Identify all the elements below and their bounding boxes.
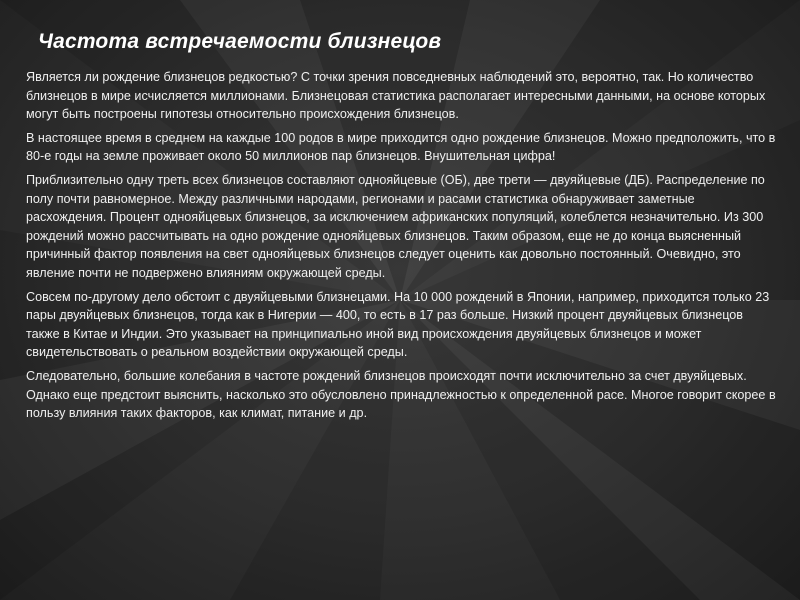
slide-title: Частота встречаемости близнецов [38, 30, 442, 53]
paragraph: В настоящее время в среднем на каждые 100 родов в мире приходится одно рождение близнецов. Можно предположить, что в 80-е годы на земле проживает около 50 миллионов пар близнецов. Внушительная цифра! [26, 130, 776, 164]
paragraph: Совсем по-другому дело обстоит с двуяйцевыми близнецами. На 10 000 рождений в Японии, например, приходится только 23 пары двуяйцевых близнецов, тогда как в Нигерии — 400, то есть в 17 раз больше. Низкий процент двуяйцевых близнецов также в Китае и Индии. Это указывает на принципиально иной вид происхождения двуяйцевых близнецов и может свидетельствовать о реальном воздействии окружающей среды. [26, 289, 770, 360]
paragraph: Является ли рождение близнецов редкостью? С точки зрения повседневных наблюдений это, вероятно, так. Но количество близнецов в мире исчисляется миллионами. Близнецовая статистика располагает интересными данными, на основе которых могут быть построены гипотезы относительно происхождения близнецов. [26, 70, 766, 122]
paragraph: Приблизительно одну треть всех близнецов составляют однояйцевые (ОБ), две трети — двуяйцевые (ДБ). Распределение по полу почти равномерное. Между различными народами, регионами и расами статистика обнаруживает заметные расхождения. Процент однояйцевых близнецов, за исключением африканских популяций, колеблется незначительно. Из 300 рождений можно рассчитывать на одно рождение однояйцевых близнецов. Таким образом, еще не до конца выясненный причинный фактор появления на свет однояйцевых близнецов следует оценить как довольно постоянный. Очевидно, это явление почти не подвержено влияниям окружающей среды. [26, 172, 765, 280]
paragraph: Следовательно, большие колебания в частоте рождений близнецов происходят почти исключительно за счет двуяйцевых. Однако еще предстоит выяснить, насколько это обусловлено принадлежностью к определенной расе. Многое говорит скорее в пользу влияния таких факторов, как климат, питание и др. [26, 368, 776, 421]
slide-body [26, 68, 778, 428]
